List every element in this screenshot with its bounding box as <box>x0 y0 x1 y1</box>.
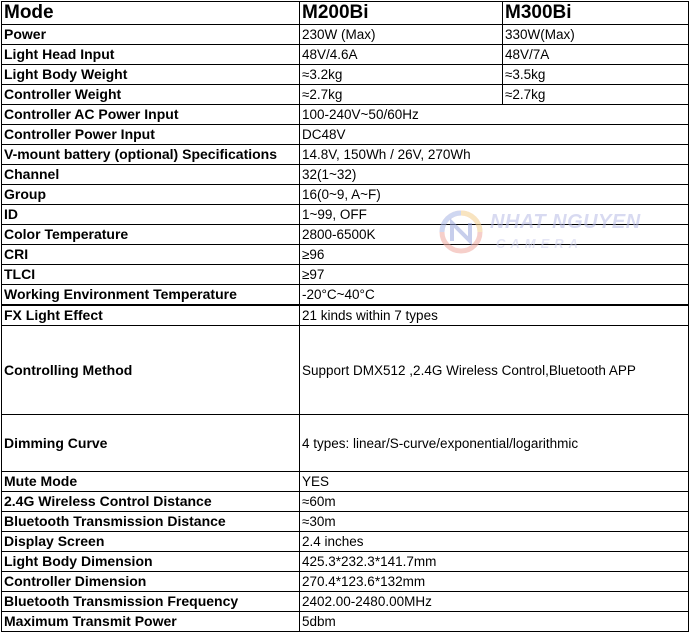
row-label: Light Head Input <box>2 45 300 65</box>
table-row <box>2 532 689 552</box>
table-row <box>2 145 689 165</box>
row-label: Light Body Dimension <box>2 552 300 572</box>
header-m300: M300Bi <box>503 2 689 25</box>
watermark-name: NHAT NGUYEN <box>490 211 641 233</box>
row-label: Working Environment Temperature <box>2 285 300 306</box>
m300-value: 330W(Max) <box>503 25 689 45</box>
m200-value: ≈2.7kg <box>300 85 503 105</box>
row-label: Light Body Weight <box>2 65 300 85</box>
table-row <box>2 552 689 572</box>
table-row <box>2 185 689 205</box>
table-row <box>2 472 689 492</box>
row-value: -20°C~40°C <box>300 285 689 306</box>
row-label: Bluetooth Transmission Frequency <box>2 592 300 612</box>
row-value: ≥97 <box>300 265 689 285</box>
table-row <box>2 25 689 45</box>
row-label: Power <box>2 25 300 45</box>
table-row <box>2 165 689 185</box>
watermark-sub: CAMERA <box>496 236 584 251</box>
m200-value: 48V/4.6A <box>300 45 503 65</box>
row-label: ID <box>2 205 300 225</box>
row-label: Mute Mode <box>2 472 300 492</box>
row-label: V-mount battery (optional) Specifications <box>2 145 300 165</box>
row-value: 100-240V~50/60Hz <box>300 105 689 125</box>
row-value: 4 types: linear/S-curve/exponential/logarithmic <box>300 415 689 472</box>
m200-value: 230W (Max) <box>300 25 503 45</box>
table-row <box>2 125 689 145</box>
row-value: ≥96 <box>300 245 689 265</box>
row-label: Group <box>2 185 300 205</box>
table-row <box>2 245 689 265</box>
row-value: 1~99, OFF <box>300 205 689 225</box>
table-row <box>2 265 689 285</box>
row-label: Controller Power Input <box>2 125 300 145</box>
table-row <box>2 45 689 65</box>
row-value: 21 kinds within 7 types <box>300 305 689 326</box>
row-value: DC48V <box>300 125 689 145</box>
row-label: Maximum Transmit Power <box>2 612 300 632</box>
m300-value: ≈3.5kg <box>503 65 689 85</box>
row-label: CRI <box>2 245 300 265</box>
row-value: 425.3*232.3*141.7mm <box>300 552 689 572</box>
table-row <box>2 512 689 532</box>
m200-value: ≈3.2kg <box>300 65 503 85</box>
row-label: Controlling Method <box>2 326 300 415</box>
row-value: ≈60m <box>300 492 689 512</box>
row-value: 2800-6500K <box>300 225 689 245</box>
table-row <box>2 65 689 85</box>
row-value: 16(0~9, A~F) <box>300 185 689 205</box>
table-row <box>2 285 689 306</box>
row-value: 270.4*123.6*132mm <box>300 572 689 592</box>
table-row <box>2 305 689 326</box>
row-value: 5dbm <box>300 612 689 632</box>
row-value: YES <box>300 472 689 492</box>
row-label: Controller AC Power Input <box>2 105 300 125</box>
row-value: 14.8V, 150Wh / 26V, 270Wh <box>300 145 689 165</box>
table-row <box>2 225 689 245</box>
row-label: 2.4G Wireless Control Distance <box>2 492 300 512</box>
m300-value: 48V/7A <box>503 45 689 65</box>
header-m200: M200Bi <box>300 2 503 25</box>
table-row <box>2 205 689 225</box>
row-value: ≈30m <box>300 512 689 532</box>
table-row <box>2 572 689 592</box>
table-row <box>2 85 689 105</box>
table-row <box>2 592 689 612</box>
table-row <box>2 492 689 512</box>
table-row <box>2 415 689 472</box>
table-row <box>2 326 689 415</box>
row-label: Channel <box>2 165 300 185</box>
row-value: 2402.00-2480.00MHz <box>300 592 689 612</box>
spec-table <box>1 1 689 632</box>
row-label: Bluetooth Transmission Distance <box>2 512 300 532</box>
row-label: Color Temperature <box>2 225 300 245</box>
row-label: Display Screen <box>2 532 300 552</box>
m300-value: ≈2.7kg <box>503 85 689 105</box>
row-label: Controller Dimension <box>2 572 300 592</box>
header-mode: Mode <box>2 2 300 25</box>
header-row <box>2 2 689 25</box>
row-label: Controller Weight <box>2 85 300 105</box>
row-value: 2.4 inches <box>300 532 689 552</box>
row-value: 32(1~32) <box>300 165 689 185</box>
table-row <box>2 105 689 125</box>
row-label: FX Light Effect <box>2 305 300 326</box>
row-value: Support DMX512 ,2.4G Wireless Control,Bluetooth APP <box>300 326 689 415</box>
row-label: TLCI <box>2 265 300 285</box>
row-label: Dimming Curve <box>2 415 300 472</box>
